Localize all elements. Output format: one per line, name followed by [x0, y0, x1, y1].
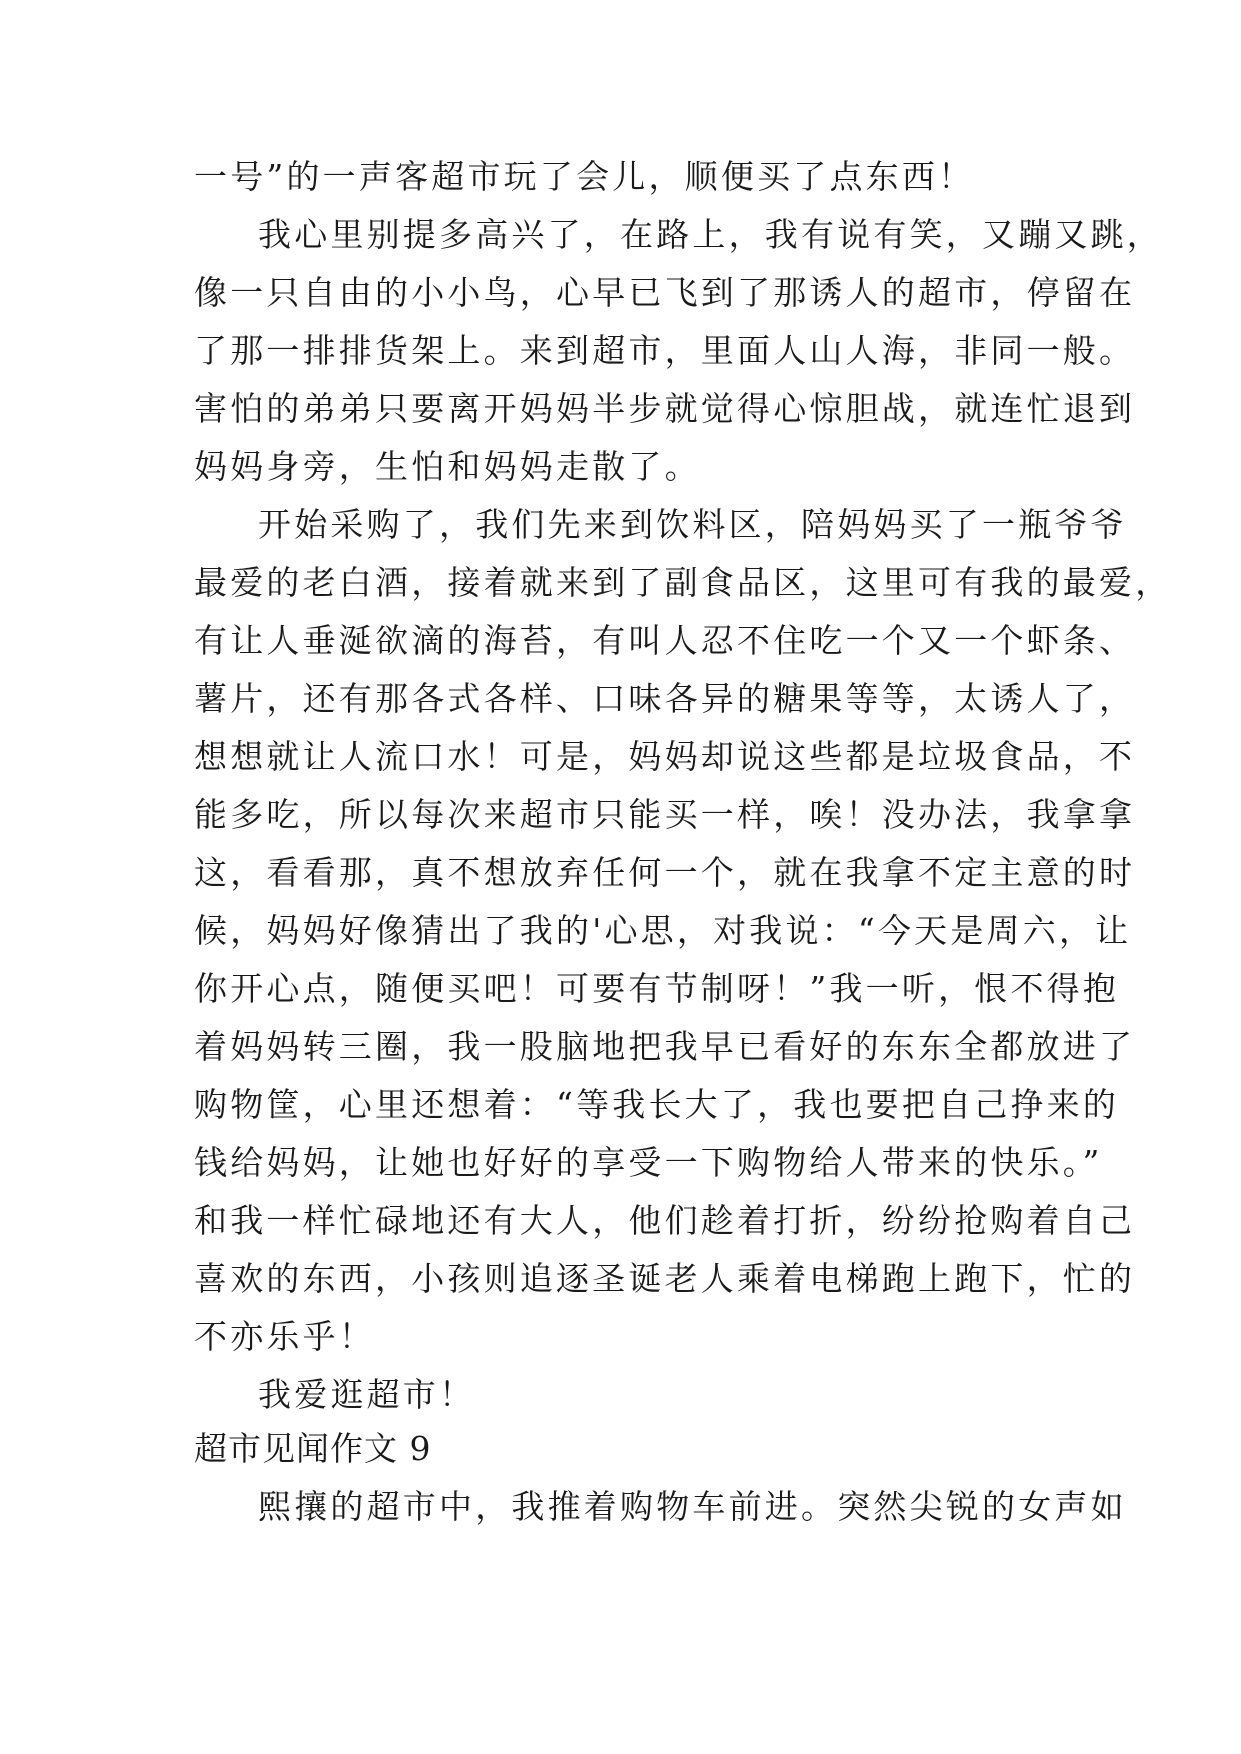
text-line: 害怕的弟弟只要离开妈妈半步就觉得心惊胆战，就连忙退到	[194, 389, 1136, 428]
text-line: 候，妈妈好像猜出了我的'心思，对我说：“今天是周六，让	[194, 911, 1132, 950]
text-line: 购物筐，心里还想着：“等我长大了，我也要把自己挣来的	[194, 1085, 1120, 1124]
text-line: 妈妈身旁，生怕和妈妈走散了。	[194, 447, 701, 486]
text-line: 钱给妈妈，让她也好好的享受一下购物给人带来的快乐。”	[194, 1143, 1103, 1182]
section-title: 超市见闻作文 9	[194, 1429, 432, 1468]
text-line: 不亦乐乎！	[194, 1317, 375, 1356]
text-line: 想想就让人流口水！可是，妈妈却说这些都是垃圾食品，不	[194, 737, 1136, 776]
text-line: 一号”的一声客超市玩了会儿，顺便买了点东西！	[194, 157, 975, 196]
paragraph-start-line: 熙攘的超市中，我推着购物车前进。突然尖锐的女声如	[258, 1487, 1127, 1526]
text-line: 能多吃，所以每次来超市只能买一样，唉！没办法，我拿拿	[194, 795, 1136, 834]
text-line: 着妈妈转三圈，我一股脑地把我早已看好的东东全都放进了	[194, 1027, 1136, 1066]
text-line: 你开心点，随便买吧！可要有节制呀！”我一听，恨不得抱	[194, 969, 1120, 1008]
text-line: 和我一样忙碌地还有大人，他们趁着打折，纷纷抢购着自己	[194, 1201, 1136, 1240]
text-line: 像一只自由的小小鸟，心早已飞到了那诱人的超市，停留在	[194, 273, 1136, 312]
text-line: 薯片，还有那各式各样、口味各异的糖果等等，太诱人了，	[194, 679, 1136, 718]
text-line: 有让人垂涎欲滴的海苔，有叫人忍不住吃一个又一个虾条、	[194, 621, 1136, 660]
text-line: 这，看看那，真不想放弃任何一个，就在我拿不定主意的时	[194, 853, 1136, 892]
text-line: 最爱的老白酒，接着就来到了副食品区，这里可有我的最爱，	[194, 563, 1172, 602]
paragraph-start-line: 开始采购了，我们先来到饮料区，陪妈妈买了一瓶爷爷	[258, 505, 1127, 544]
paragraph-start-line: 我爱逛超市！	[258, 1375, 476, 1414]
paragraph-start-line: 我心里别提多高兴了，在路上，我有说有笑，又蹦又跳，	[258, 215, 1163, 254]
text-line: 了那一排排货架上。来到超市，里面人山人海，非同一般。	[194, 331, 1136, 370]
text-line: 喜欢的东西，小孩则追逐圣诞老人乘着电梯跑上跑下，忙的	[194, 1259, 1136, 1298]
